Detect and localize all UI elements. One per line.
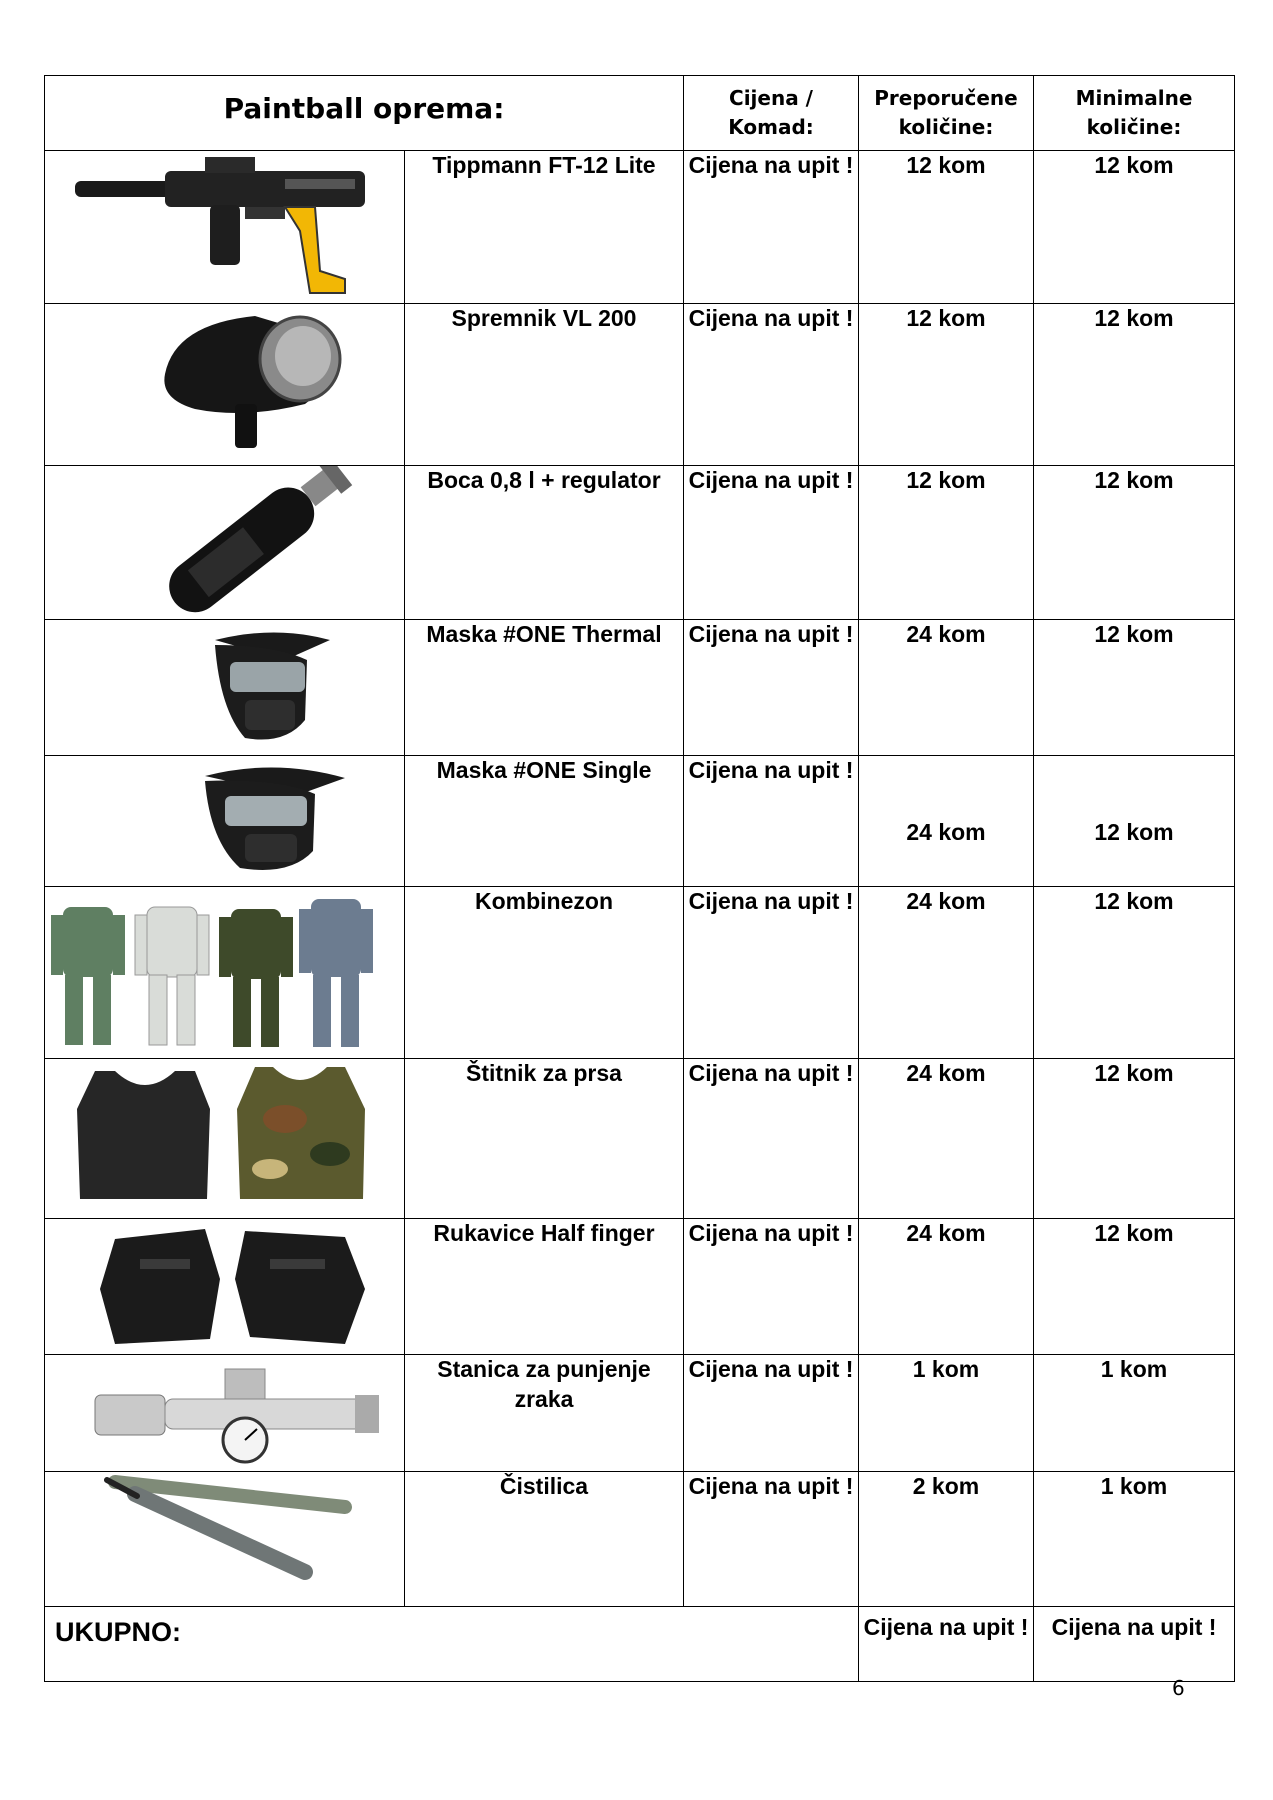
minimum-quantity: 12 kom [1034,1219,1235,1355]
product-name: Spremnik VL 200 [405,304,684,466]
recommended-quantity: 24 kom [859,620,1034,756]
product-price: Cijena na upit ! [684,887,859,1059]
chest-protector-image [45,1059,403,1215]
col-header-price: Cijena / Komad: [684,76,859,151]
product-image-cell [45,620,405,756]
overalls-image [45,887,403,1055]
table-row [45,151,1235,304]
table-row [45,1219,1235,1355]
recommended-quantity: 1 kom [859,1355,1034,1472]
recommended-quantity: 12 kom [859,304,1034,466]
table-row [45,620,1235,756]
total-recommended: Cijena na upit ! [859,1607,1034,1682]
product-image-cell [45,756,405,887]
recommended-quantity: 24 kom [859,756,1034,887]
table-row [45,756,1235,887]
product-price: Cijena na upit ! [684,620,859,756]
product-image-cell [45,304,405,466]
table-row [45,1472,1235,1607]
product-price: Cijena na upit ! [684,1355,859,1472]
minimum-quantity: 12 kom [1034,466,1235,620]
product-name: Tippmann FT-12 Lite [405,151,684,304]
recommended-quantity: 2 kom [859,1472,1034,1607]
barrel-swab-image [45,1472,403,1604]
gloves-image [45,1219,403,1351]
product-image-cell [45,1219,405,1355]
product-name: Kombinezon [405,887,684,1059]
mask-single-image [45,756,403,884]
minimum-quantity: 1 kom [1034,1472,1235,1607]
product-name: Boca 0,8 l + regulator [405,466,684,620]
product-image-cell [45,151,405,304]
product-image-cell [45,466,405,620]
mask-thermal-image [45,620,403,752]
product-price: Cijena na upit ! [684,1472,859,1607]
recommended-quantity: 24 kom [859,1219,1034,1355]
minimum-quantity: 12 kom [1034,304,1235,466]
minimum-quantity: 12 kom [1034,756,1235,887]
col-header-minimum: Minimalne količine: [1034,76,1235,151]
table-row [45,1059,1235,1219]
col-header-recommended: Preporučene količine: [859,76,1034,151]
table-row [45,1355,1235,1472]
table-header-row [45,76,1235,151]
product-name: Čistilica [405,1472,684,1607]
product-price: Cijena na upit ! [684,1059,859,1219]
table-title: Paintball oprema: [45,76,684,151]
product-name: Stanica za punjenje zraka [405,1355,684,1472]
product-price: Cijena na upit ! [684,304,859,466]
equipment-table [44,75,1235,1682]
product-price: Cijena na upit ! [684,151,859,304]
product-image-cell [45,1472,405,1607]
recommended-quantity: 24 kom [859,1059,1034,1219]
minimum-quantity: 12 kom [1034,620,1235,756]
product-name: Maska #ONE Single [405,756,684,887]
page-number: 6 [1172,1676,1185,1700]
product-price: Cijena na upit ! [684,466,859,620]
product-image-cell [45,1059,405,1219]
total-label: UKUPNO: [45,1607,859,1682]
table-row [45,887,1235,1059]
recommended-quantity: 24 kom [859,887,1034,1059]
paintball-marker-image [45,151,403,301]
table-row [45,466,1235,620]
product-price: Cijena na upit ! [684,756,859,887]
product-image-cell [45,1355,405,1472]
table-row [45,304,1235,466]
product-price: Cijena na upit ! [684,1219,859,1355]
recommended-quantity: 12 kom [859,151,1034,304]
total-row [45,1607,1235,1682]
air-tank-image [45,466,403,616]
minimum-quantity: 12 kom [1034,887,1235,1059]
product-image-cell [45,887,405,1059]
minimum-quantity: 12 kom [1034,1059,1235,1219]
product-name: Rukavice Half finger [405,1219,684,1355]
minimum-quantity: 12 kom [1034,151,1235,304]
minimum-quantity: 1 kom [1034,1355,1235,1472]
fill-station-image [45,1355,403,1469]
total-minimum: Cijena na upit ! [1034,1607,1235,1682]
product-name: Štitnik za prsa [405,1059,684,1219]
hopper-image [45,304,403,462]
recommended-quantity: 12 kom [859,466,1034,620]
product-name: Maska #ONE Thermal [405,620,684,756]
